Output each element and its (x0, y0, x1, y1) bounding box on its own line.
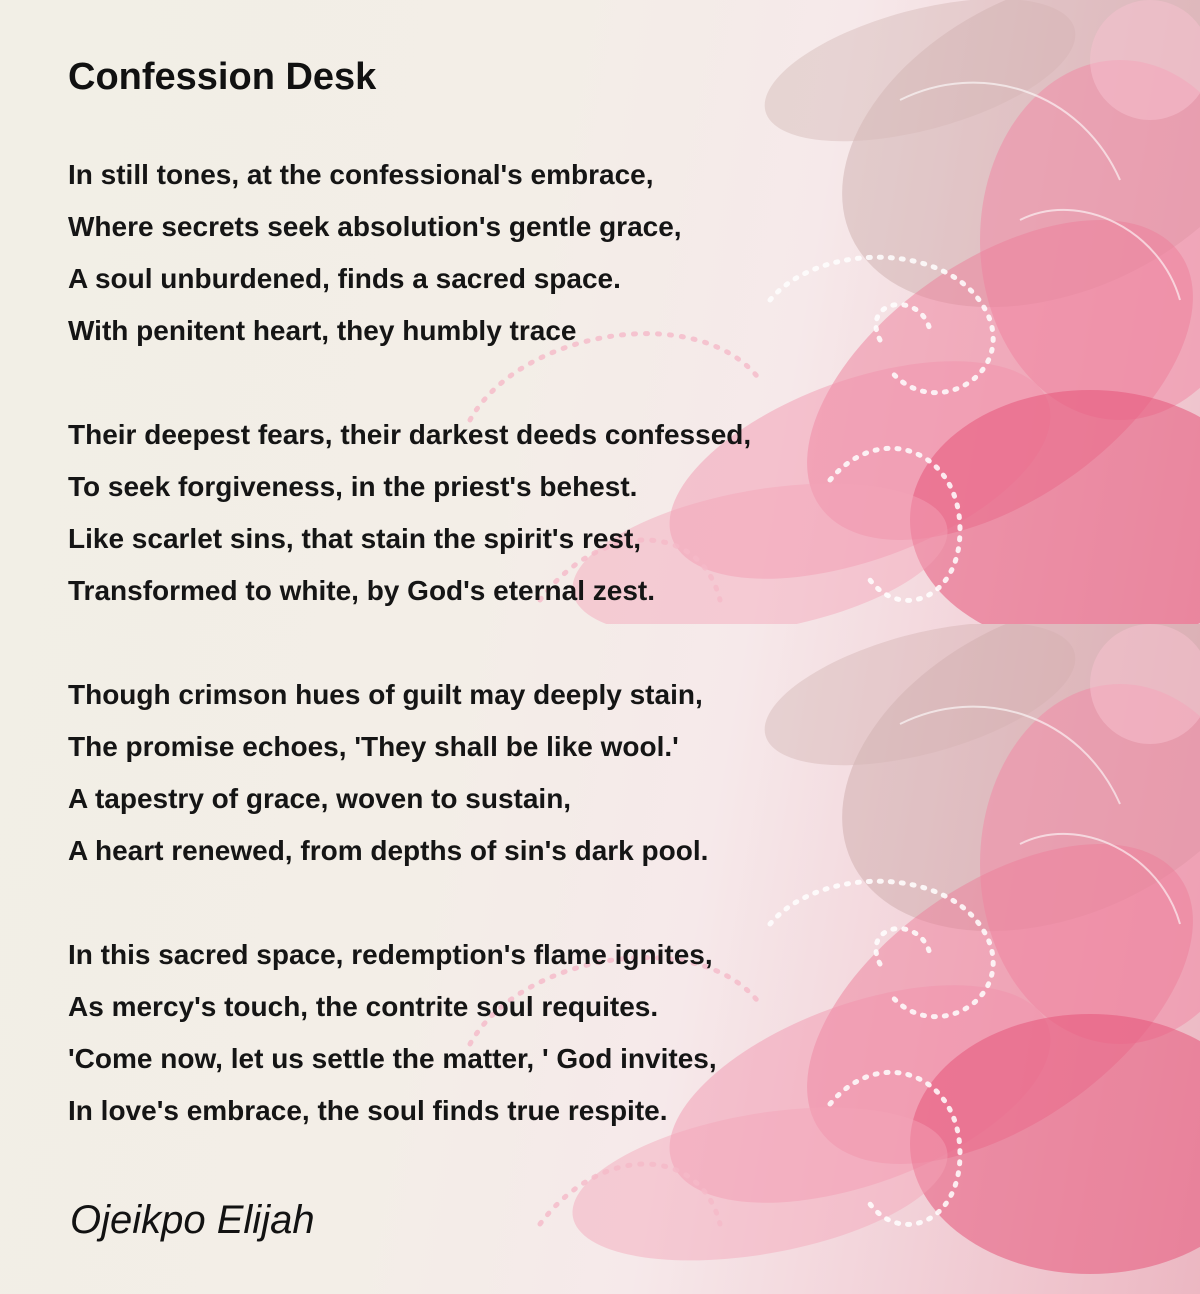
stanza (68, 929, 968, 1137)
poem-line: Transformed to white, by God's eternal zest. (68, 575, 656, 606)
poem-line: In love's embrace, the soul finds true respite. (68, 1095, 668, 1126)
poem-line: With penitent heart, they humbly trace (68, 315, 577, 346)
poem-title: Confession Desk (68, 56, 377, 98)
poem-line: 'Come now, let us settle the matter, ' God invites, (68, 1043, 717, 1074)
poem-line: Their deepest fears, their darkest deeds confessed, (68, 419, 752, 450)
poem-body (68, 149, 968, 1137)
poem-line: In still tones, at the confessional's embrace, (68, 159, 654, 190)
poem-line: To seek forgiveness, in the priest's behest. (68, 471, 638, 502)
poem-line: A heart renewed, from depths of sin's dark pool. (68, 835, 709, 866)
poem-line: As mercy's touch, the contrite soul requites. (68, 991, 659, 1022)
poem-line: Though crimson hues of guilt may deeply stain, (68, 679, 703, 710)
author-name: Ojeikpo Elijah (70, 1198, 315, 1242)
poem-line: Where secrets seek absolution's gentle grace, (68, 211, 682, 242)
stanza (68, 409, 968, 617)
poem-line: A soul unburdened, finds a sacred space. (68, 263, 621, 294)
poem-line: A tapestry of grace, woven to sustain, (68, 783, 572, 814)
stanza (68, 669, 968, 877)
poem-line: The promise echoes, 'They shall be like wool.' (68, 731, 679, 762)
stanza (68, 149, 968, 357)
poem-line: In this sacred space, redemption's flame ignites, (68, 939, 713, 970)
poem-line: Like scarlet sins, that stain the spirit's rest, (68, 523, 642, 554)
